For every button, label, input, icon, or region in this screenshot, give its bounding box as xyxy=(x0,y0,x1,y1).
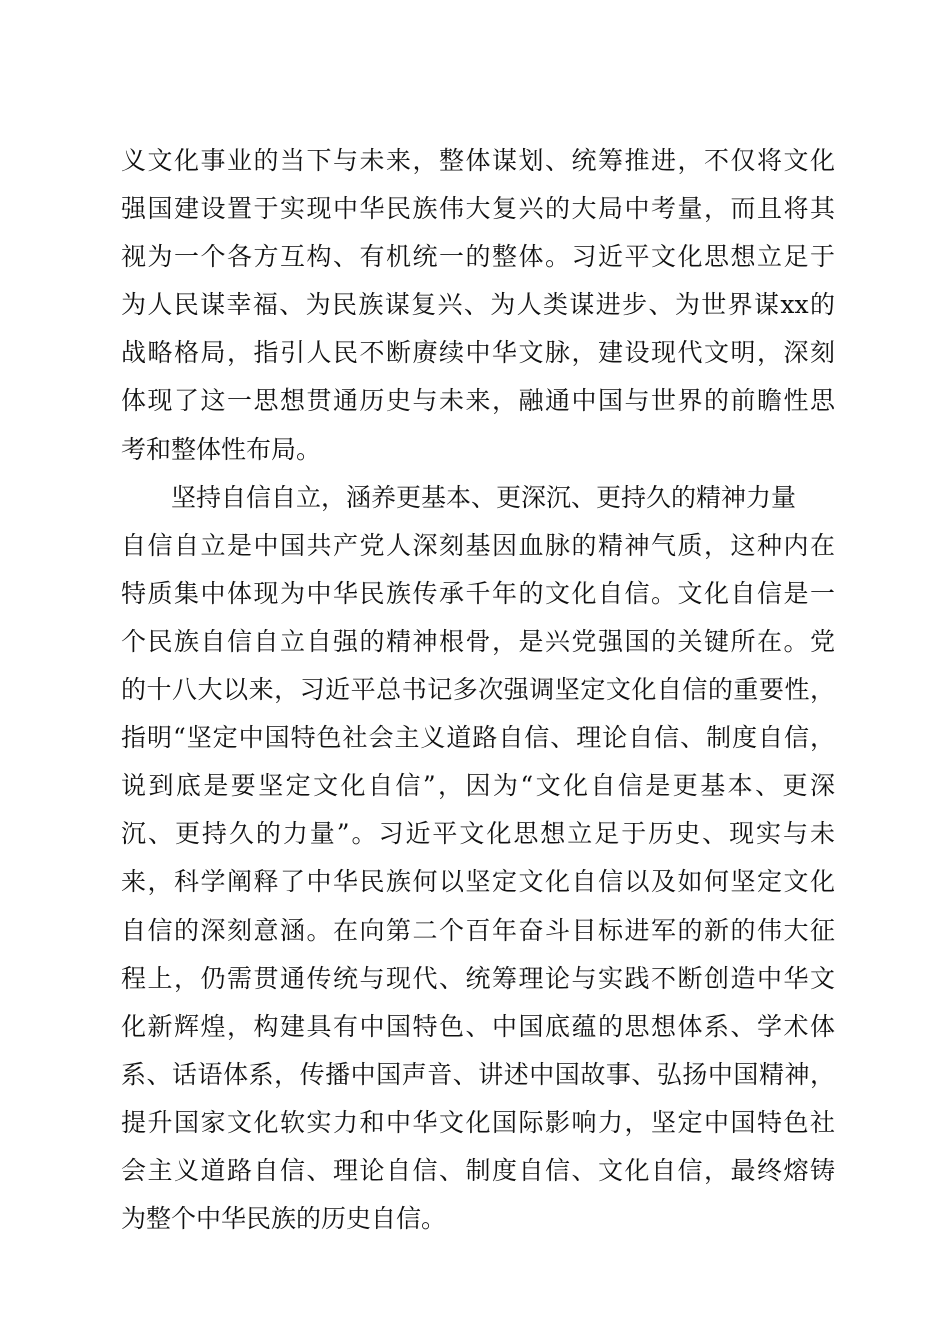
text-line: 为人民谋幸福、为民族谋复兴、为人类谋进步、为世界谋xx的 xyxy=(121,290,835,320)
text-line: 考和整体性布局。 xyxy=(121,434,322,464)
text-line: 特质集中体现为中华民族传承千年的文化自信。文化自信是一 xyxy=(121,578,835,608)
text-line: 的十八大以来，习近平总书记多次强调坚定文化自信的重要性， xyxy=(121,675,835,705)
text-line: 沉、更持久的力量”。习近平文化思想立足于历史、现实与未 xyxy=(121,819,835,849)
text-line: 系、话语体系，传播中国声音、讲述中国故事、弘扬中国精神， xyxy=(121,1059,835,1089)
text-line: 来，科学阐释了中华民族何以坚定文化自信以及如何坚定文化 xyxy=(121,867,835,897)
text-line: 会主义道路自信、理论自信、制度自信、文化自信，最终熔铸 xyxy=(121,1155,835,1185)
text-line: 自信自立是中国共产党人深刻基因血脉的精神气质，这种内在 xyxy=(121,530,835,560)
text-line: 化新辉煌，构建具有中国特色、中国底蕴的思想体系、学术体 xyxy=(121,1011,835,1041)
text-line: 个民族自信自立自强的精神根骨，是兴党强国的关键所在。党 xyxy=(121,626,835,656)
paragraph-2 xyxy=(121,522,835,1243)
text-line: 视为一个各方互构、有机统一的整体。习近平文化思想立足于 xyxy=(121,242,835,272)
text-line: 指明“坚定中国特色社会主义道路自信、理论自信、制度自信， xyxy=(121,723,835,753)
text-line: 程上，仍需贯通传统与现代、统筹理论与实践不断创造中华文 xyxy=(121,963,835,993)
text-line: 说到底是要坚定文化自信”，因为“文化自信是更基本、更深 xyxy=(121,771,835,801)
text-line: 自信的深刻意涵。在向第二个百年奋斗目标进军的新的伟大征 xyxy=(121,915,835,945)
text-line: 义文化事业的当下与未来，整体谋划、统筹推进，不仅将文化 xyxy=(121,146,835,175)
text-line: 为整个中华民族的历史自信。 xyxy=(121,1204,447,1234)
text-line: 强国建设置于实现中华民族伟大复兴的大局中考量，而且将其 xyxy=(121,194,835,224)
text-line: 战略格局，指引人民不断赓续中华文脉，建设现代文明，深刻 xyxy=(121,338,835,368)
document-body xyxy=(121,137,835,1243)
paragraph-1 xyxy=(121,137,835,474)
text-line: 提升国家文化软实力和中华文化国际影响力，坚定中国特色社 xyxy=(121,1107,835,1137)
section-heading: 坚持自信自立，涵养更基本、更深沉、更持久的精神力量 xyxy=(171,482,797,512)
text-line: 体现了这一思想贯通历史与未来，融通中国与世界的前瞻性思 xyxy=(121,386,835,416)
